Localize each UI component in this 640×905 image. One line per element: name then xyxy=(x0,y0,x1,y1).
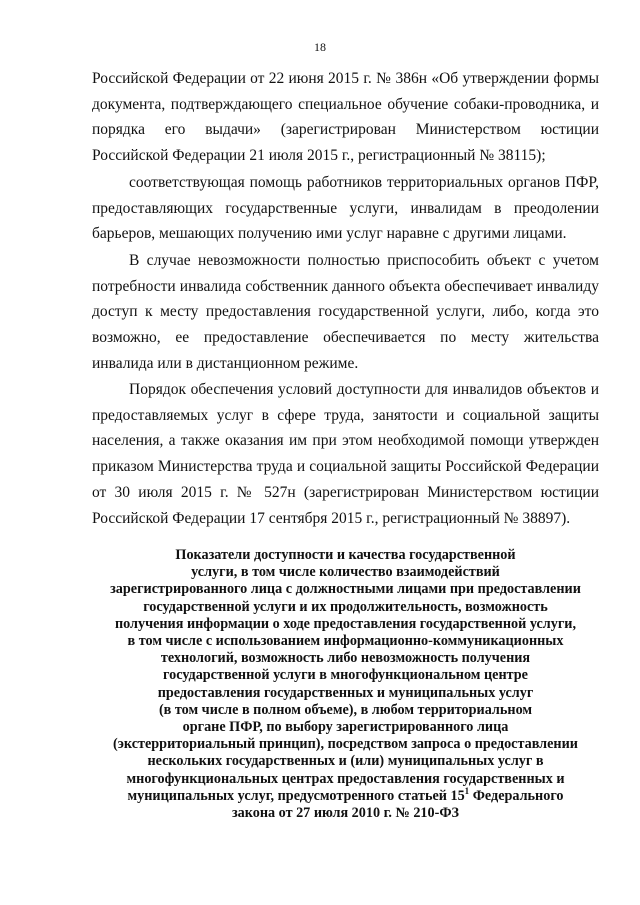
heading-text: Федерального xyxy=(469,787,564,804)
paragraph-procedure xyxy=(92,377,599,531)
heading-line-with-footnote xyxy=(92,785,599,805)
heading-line: технологий, возможность либо невозможность получения xyxy=(160,650,531,667)
heading-line: многофункциональных центрах предоставления государственных и xyxy=(126,770,565,787)
heading-line: нескольких государственных и (или) муниципальных услуг в xyxy=(147,753,544,770)
paragraph-text: соответствующая помощь работников территориальных органов ПФР, предоставляющих государственные услуги, инвалидам в преодолении барьеров, мешающих получению ими услуг наравне с другими лицами. xyxy=(92,174,599,243)
paragraph-text: Российской Федерации от 22 июня 2015 г. № 386н «Об утверждении формы документа, подтверждающего специальное обучение собаки-проводника, и порядка его выдачи» (зарегистрирован Министерством юстиции Российской Федерации 21 июля 2015 г., регистрационный № 38115); xyxy=(92,70,599,165)
heading-line: в том числе с использованием информационно-коммуникационных xyxy=(127,633,564,650)
heading-line: зарегистрированного лица с должностными лицами при предоставлении xyxy=(110,581,581,598)
heading-text: муниципальных услуг, предусмотренного статьей 15 xyxy=(127,787,465,804)
heading-line: (в том числе в полном объеме), в любом территориальном xyxy=(158,701,533,718)
paragraph-text: Порядок обеспечения условий доступности для инвалидов объектов и предоставляемых услуг в сфере труда, занятости и социальной защиты населения, а также оказания им при этом необходимой помощи утвержден приказом Министерства труда и социальной защиты Российской Федерации от 30 июля 2015 г. № 527н (зарегистрирован Министерством юстиции Российской Федерации 17 сентября 2015 г., регистрационный № 38897). xyxy=(92,381,599,527)
paragraph-impossibility xyxy=(92,248,599,377)
heading-line: закона от 27 июля 2010 г. № 210-ФЗ xyxy=(231,805,460,822)
paragraph-text: В случае невозможности полностью приспособить объект с учетом потребности инвалида собственник данного объекта обеспечивает инвалиду доступ к месту предоставления государственной услуги, либо, когда это возможно, ее предоставление обеспечивается по месту жительства инвалида или в дистанционном режиме. xyxy=(92,252,599,372)
heading-line: Показатели доступности и качества государственной xyxy=(175,547,516,563)
heading-line: органе ПФР, по выбору зарегистрированного лица xyxy=(182,719,509,736)
section-heading xyxy=(92,547,599,822)
heading-line: предоставления государственных и муниципальных услуг xyxy=(157,684,534,701)
heading-line: получения информации о ходе предоставления государственной услуги, xyxy=(114,615,577,632)
heading-line: услуги, в том числе количество взаимодействий xyxy=(191,564,500,581)
footnote-superscript: 1 xyxy=(464,785,470,796)
heading-line: государственной услуги в многофункциональном центре xyxy=(163,667,528,684)
heading-line: (экстерриториальный принцип), посредством запроса о предоставлении xyxy=(113,736,578,753)
paragraph-assistance xyxy=(92,170,599,247)
heading-line: государственной услуги и их продолжительность, возможность xyxy=(143,598,548,615)
paragraph-continuation xyxy=(92,66,599,169)
page-number: 18 xyxy=(314,40,326,54)
